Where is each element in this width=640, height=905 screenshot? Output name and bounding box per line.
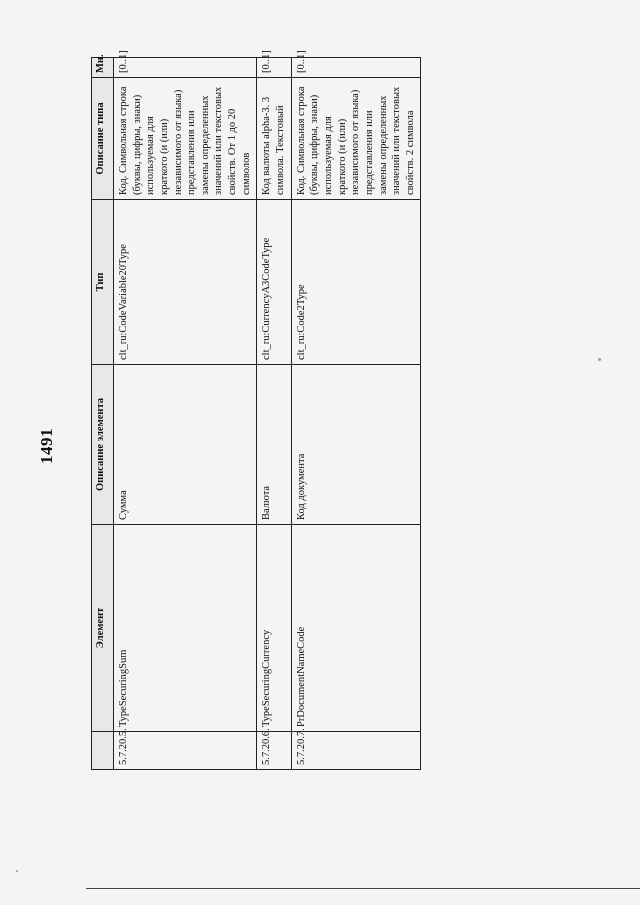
header-multiplicity: Мн. — [92, 58, 114, 78]
row-element: PrDocumentNameCode — [291, 525, 421, 732]
row-multiplicity: [0..1] — [257, 58, 291, 78]
row-num: 5.7.20.5. — [114, 732, 257, 770]
row-multiplicity: [0..1] — [114, 58, 257, 78]
table-row — [291, 58, 421, 770]
row-num: 5.7.20.6. — [257, 732, 291, 770]
row-num: 5.7.20.7. — [291, 732, 421, 770]
row-type: clt_ru:CodeVariable20Type — [114, 200, 257, 365]
page-number: 1491 — [37, 428, 56, 464]
row-type: clt_ru:CurrencyA3CodeType — [257, 200, 291, 365]
row-element: TypeSecuringSum — [114, 525, 257, 732]
header-type-desc: Описание типа — [92, 78, 114, 200]
row-type-desc: Код. Символьная строка (буквы, цифры, знаки) используемая для краткого (и (или) независимого от языка) представления или замены определенных значений или текстовых свойств. От 1 до 20 символов — [114, 78, 257, 200]
scan-speck — [16, 870, 18, 872]
header-num — [92, 732, 114, 770]
row-multiplicity: [0..1] — [291, 58, 421, 78]
scan-speck — [598, 358, 601, 361]
row-element-desc: Код документа — [291, 365, 421, 525]
header-type: Тип — [92, 200, 114, 365]
row-element-desc: Сумма — [114, 365, 257, 525]
row-type-desc: Код. Символьная строка (буквы, цифры, знаки) используемая для краткого (и (или) независимого от языка) представления или замены определенных значений или текстовых свойств. 2 символа — [291, 78, 421, 200]
header-element: Элемент — [92, 525, 114, 732]
scan-edge-line — [86, 888, 640, 889]
row-element: TypeSecuringCurrency — [257, 525, 291, 732]
row-type-desc: Код валюты alpha-3. 3 символа. Текстовый — [257, 78, 291, 200]
table-header-row — [92, 58, 114, 770]
row-type: clt_ru:Code2Type — [291, 200, 421, 365]
element-spec-table — [91, 50, 421, 770]
rotated-table-wrapper — [91, 50, 416, 770]
table-row — [114, 58, 257, 770]
table-row — [257, 58, 291, 770]
header-element-desc: Описание элемента — [92, 365, 114, 525]
row-element-desc: Валюта — [257, 365, 291, 525]
